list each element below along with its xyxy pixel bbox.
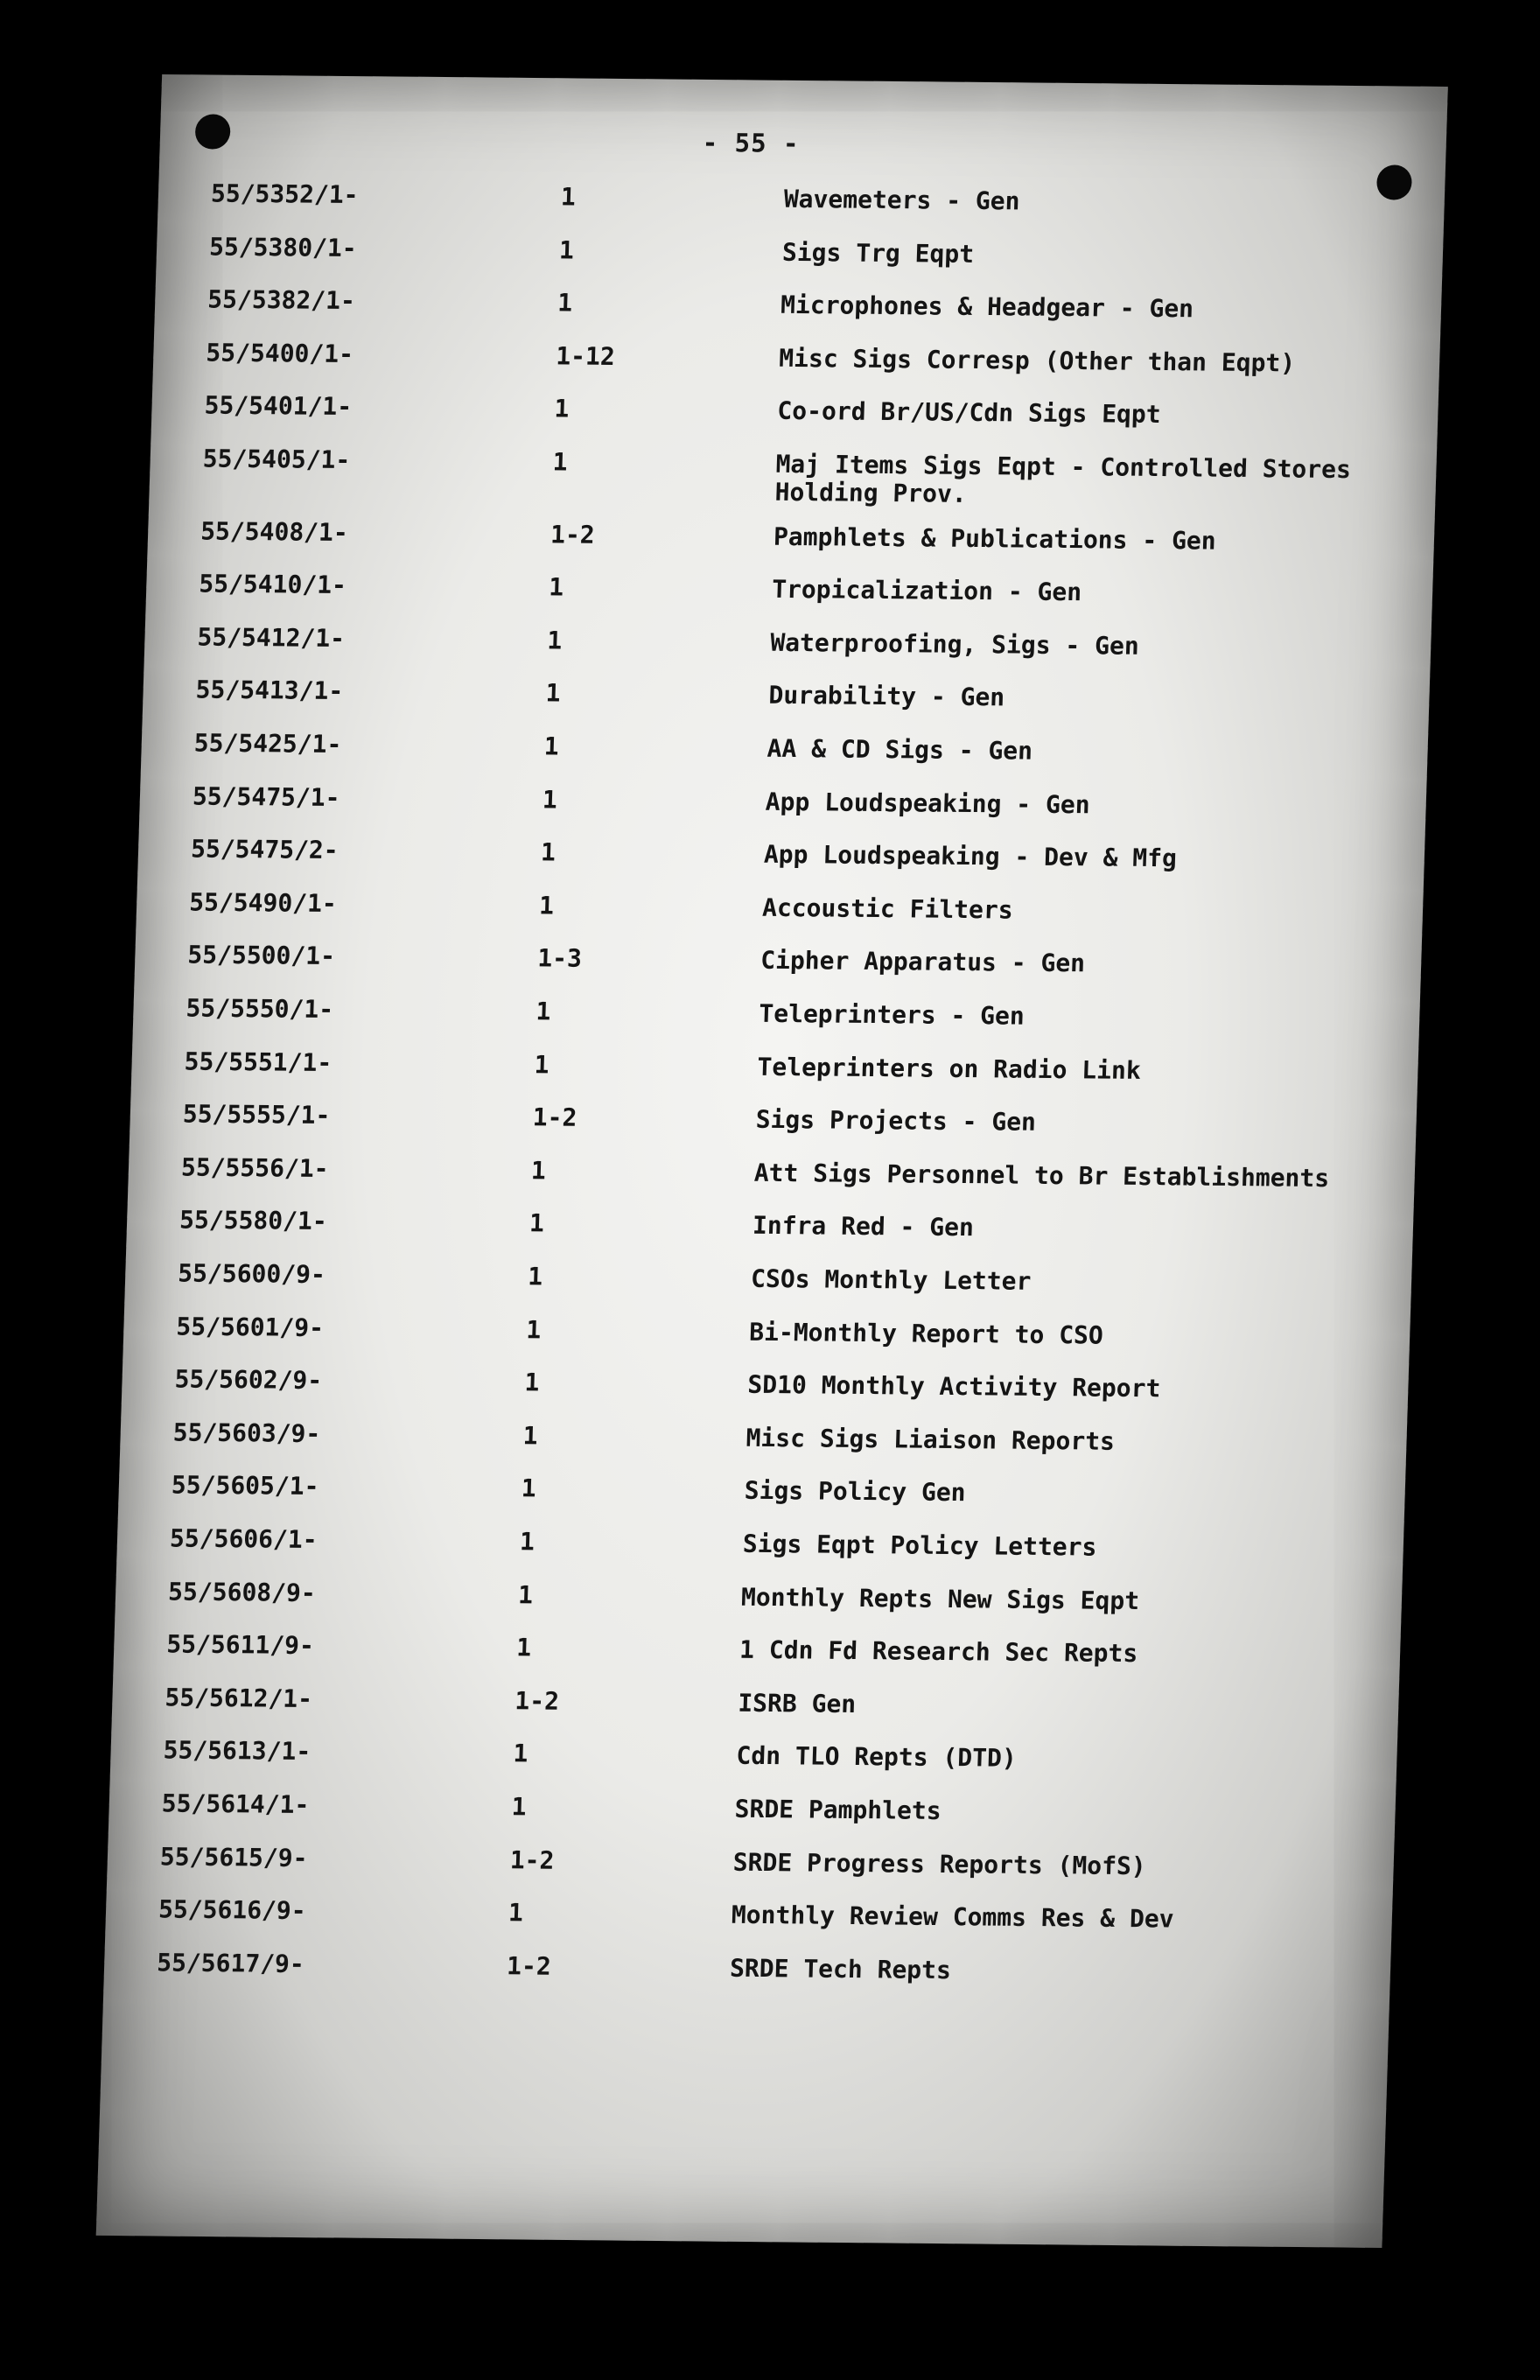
volume-range: 1 — [548, 572, 564, 602]
file-subject: Cdn TLO Repts (DTD) — [736, 1741, 1018, 1774]
volume-range: 1 — [534, 1049, 550, 1080]
file-subject: Monthly Review Comms Res & Dev — [731, 1900, 1175, 1934]
file-subject: Maj Items Sigs Eqpt - Controlled Stores Holding Prov. — [774, 449, 1352, 508]
volume-range: 1 — [528, 1208, 545, 1238]
file-subject: AA & CD Sigs - Gen — [766, 733, 1033, 766]
file-subject: App Loudspeaking - Gen — [765, 787, 1091, 819]
file-subject: Accoustic Filters — [761, 892, 1014, 925]
volume-range: 1-3 — [536, 943, 583, 974]
volume-range: 1 — [556, 288, 573, 318]
file-subject: SRDE Tech Repts — [729, 1953, 952, 1984]
volume-range: 1-2 — [532, 1102, 578, 1132]
volume-range: 1 — [546, 626, 563, 655]
volume-range: 1 — [542, 784, 558, 815]
volume-range: 1 — [521, 1474, 537, 1503]
file-subject: Durability - Gen — [768, 681, 1005, 712]
volume-range: 1 — [545, 678, 561, 708]
file-number: 55/5425/1- — [193, 728, 342, 760]
file-number: 55/5600/9- — [177, 1258, 326, 1290]
file-number: 55/5475/2- — [190, 834, 340, 865]
file-number: 55/5601/9- — [175, 1312, 325, 1342]
file-number: 55/5382/1- — [206, 284, 356, 316]
volume-range: 1-2 — [550, 519, 596, 550]
file-list — [96, 74, 1448, 2248]
file-subject: Sigs Trg Eqpt — [781, 237, 975, 269]
volume-range: 1 — [508, 1898, 524, 1928]
file-number: 55/5401/1- — [204, 390, 353, 422]
list-item — [103, 1949, 1390, 2013]
volume-range: 1 — [543, 732, 560, 761]
file-subject: Co-ord Br/US/Cdn Sigs Eqpt — [776, 396, 1162, 430]
file-number: 55/5410/1- — [198, 569, 347, 600]
file-number: 55/5555/1- — [182, 1099, 331, 1130]
volume-range: 1 — [552, 447, 569, 477]
file-number: 55/5490/1- — [188, 887, 338, 918]
file-subject: Wavemeters - Gen — [783, 184, 1021, 216]
volume-range: 1 — [535, 997, 551, 1026]
file-number: 55/5602/9- — [174, 1364, 323, 1396]
volume-range: 1 — [524, 1368, 540, 1397]
file-subject: Microphones & Headgear - Gen — [780, 290, 1194, 324]
document-page — [96, 74, 1448, 2248]
file-number: 55/5580/1- — [178, 1205, 328, 1236]
volume-range: 1 — [558, 234, 575, 265]
file-subject: Misc Sigs Liaison Reports — [746, 1423, 1116, 1456]
file-number: 55/5615/9- — [159, 1842, 309, 1872]
file-subject: Teleprinters - Gen — [758, 998, 1026, 1031]
file-number: 55/5500/1- — [186, 940, 336, 971]
file-number: 55/5400/1- — [205, 338, 354, 368]
file-subject: Att Sigs Personnel to Br Establishments — [753, 1158, 1330, 1193]
file-number: 55/5475/1- — [192, 781, 341, 812]
file-number: 55/5613/1- — [163, 1735, 312, 1767]
file-number: 55/5556/1- — [180, 1152, 330, 1183]
list-item — [149, 444, 1436, 509]
file-number: 55/5413/1- — [195, 675, 344, 706]
file-subject: Pamphlets & Publications - Gen — [773, 522, 1217, 556]
file-subject: Tropicalization - Gen — [771, 574, 1082, 607]
file-number: 55/5408/1- — [200, 516, 349, 547]
file-number: 55/5605/1- — [171, 1470, 319, 1502]
file-number: 55/5405/1- — [202, 444, 351, 475]
volume-range: 1 — [525, 1314, 542, 1345]
file-number: 55/5380/1- — [208, 232, 358, 262]
volume-range: 1 — [540, 837, 556, 867]
file-subject: Sigs Eqpt Policy Letters — [742, 1529, 1097, 1562]
file-number: 55/5551/1- — [184, 1046, 332, 1077]
file-subject: SRDE Progress Reports (MofS) — [732, 1847, 1147, 1880]
file-number: 55/5616/9- — [158, 1894, 307, 1926]
file-subject: Sigs Policy Gen — [744, 1476, 967, 1508]
volume-range: 1-12 — [555, 341, 616, 371]
file-subject: SRDE Pamphlets — [734, 1794, 942, 1825]
volume-range: 1-2 — [506, 1951, 552, 1981]
volume-range: 1 — [519, 1527, 536, 1557]
file-subject: Sigs Projects - Gen — [755, 1104, 1037, 1138]
file-number: 55/5352/1- — [210, 178, 360, 210]
file-subject: SD10 Monthly Activity Report — [746, 1369, 1161, 1404]
volume-range: 1-2 — [509, 1844, 555, 1875]
file-number: 55/5412/1- — [197, 622, 346, 653]
file-subject: Waterproofing, Sigs - Gen — [769, 627, 1140, 661]
file-subject: Cipher Apparatus - Gen — [760, 946, 1086, 978]
page-number: - 55 - — [702, 127, 801, 158]
file-subject: CSOs Monthly Letter — [750, 1264, 1032, 1296]
volume-range: 1 — [527, 1262, 543, 1292]
volume-range: 1 — [560, 182, 577, 212]
file-subject: ISRB Gen — [737, 1688, 857, 1718]
volume-range: 1 — [530, 1156, 547, 1186]
volume-range: 1 — [517, 1579, 534, 1610]
file-number: 55/5606/1- — [169, 1523, 318, 1555]
file-subject: 1 Cdn Fd Research Sec Repts — [738, 1634, 1138, 1669]
file-number: 55/5550/1- — [186, 993, 334, 1025]
file-number: 55/5603/9- — [172, 1418, 321, 1448]
file-number: 55/5614/1- — [161, 1788, 310, 1820]
volume-range: 1 — [511, 1792, 528, 1822]
file-subject: Monthly Repts New Sigs Eqpt — [740, 1582, 1140, 1615]
file-number: 55/5611/9- — [165, 1629, 315, 1661]
volume-range: 1 — [513, 1739, 528, 1768]
file-subject: Teleprinters on Radio Link — [757, 1052, 1142, 1085]
file-number: 55/5612/1- — [164, 1683, 313, 1713]
volume-range: 1 — [554, 394, 570, 424]
file-number: 55/5608/9- — [167, 1577, 317, 1607]
volume-range: 1 — [515, 1633, 532, 1662]
file-number: 55/5617/9- — [156, 1948, 305, 1978]
volume-range: 1-2 — [514, 1686, 560, 1716]
file-subject: Bi-Monthly Report to CSO — [748, 1317, 1104, 1350]
volume-range: 1 — [538, 891, 555, 920]
file-subject: App Loudspeaking - Dev & Mfg — [763, 839, 1178, 873]
volume-range: 1 — [522, 1421, 539, 1451]
file-subject: Infra Red - Gen — [752, 1211, 975, 1242]
file-subject: Misc Sigs Corresp (Other than Eqpt) — [778, 343, 1296, 378]
